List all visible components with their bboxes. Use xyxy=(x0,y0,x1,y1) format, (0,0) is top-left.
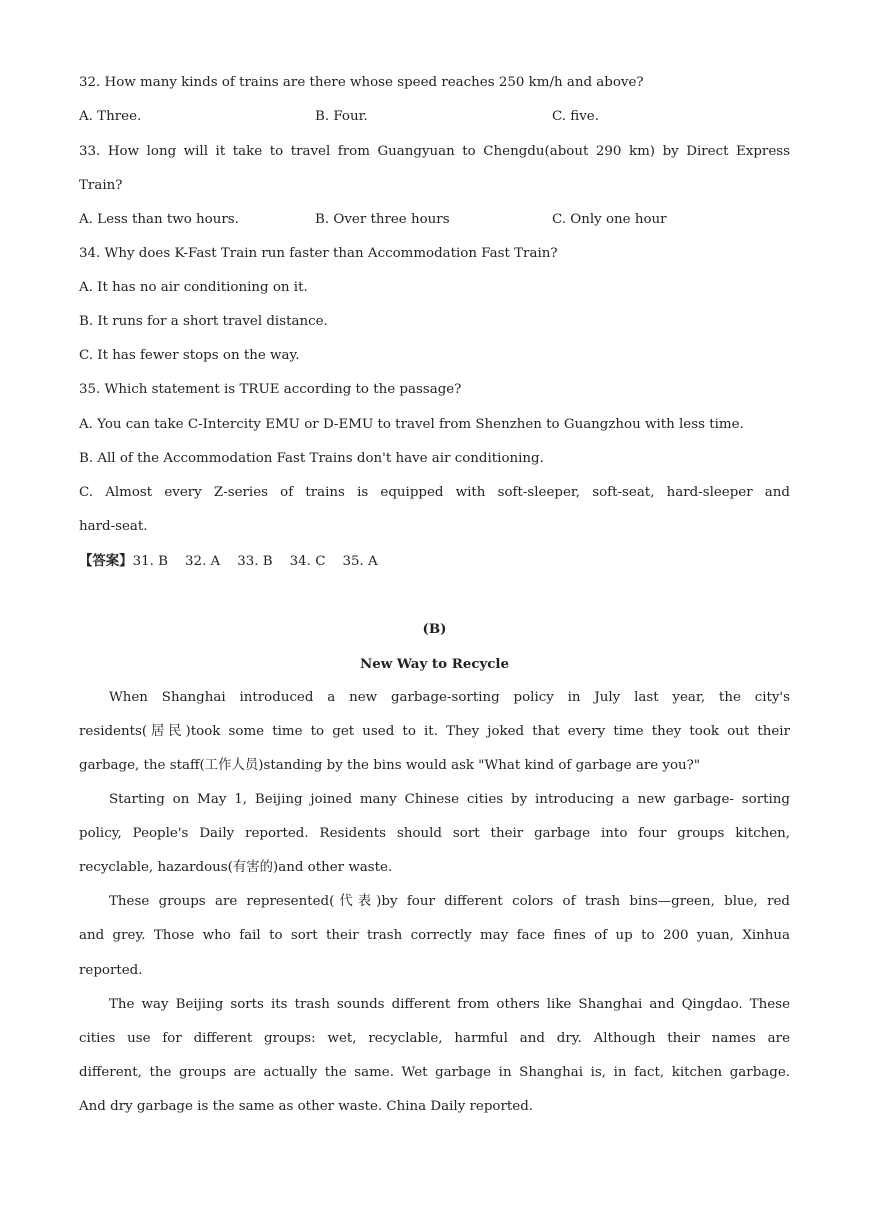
passage-line: policy, People's Daily reported. Residents should sort their garbage into four groups kitchen, xyxy=(79,826,790,841)
option-c: C. Only one hour xyxy=(552,212,667,227)
question-35-option-a: A. You can take C-Intercity EMU or D-EMU to travel from Shenzhen to Guangzhou with less time. xyxy=(79,417,744,432)
passage-title: New Way to Recycle xyxy=(359,656,510,672)
passage-line: residents(居民)took some time to get used to it. They joked that every time they took out their xyxy=(79,724,790,739)
question-33-stem: 33. How long will it take to travel from Guangyuan to Chengdu(about 290 km) by Direct Express xyxy=(79,144,790,159)
question-32-stem: 32. How many kinds of trains are there whose speed reaches 250 km/h and above? xyxy=(79,75,644,90)
question-33-options xyxy=(79,211,790,229)
answer-values: 31. B 32. A 33. B 34. C 35. A xyxy=(132,554,378,569)
question-34-option-a: A. It has no air conditioning on it. xyxy=(79,280,308,295)
passage-line: Starting on May 1, Beijing joined many Chinese cities by introducing a new garbage- sorting xyxy=(109,792,790,807)
passage-line: garbage, the staff(工作人员)standing by the bins would ask "What kind of garbage are you?" xyxy=(79,758,701,773)
question-34-option-b: B. It runs for a short travel distance. xyxy=(79,314,328,329)
passage-line: And dry garbage is the same as other waste. China Daily reported. xyxy=(79,1099,534,1114)
question-32-options xyxy=(79,108,790,126)
option-c: C. five. xyxy=(552,109,599,124)
option-b: B. Four. xyxy=(315,109,368,124)
option-b: B. Over three hours xyxy=(315,212,450,227)
question-34-stem: 34. Why does K-Fast Train run faster than Accommodation Fast Train? xyxy=(79,246,558,261)
answer-key xyxy=(79,552,790,571)
passage-line: and grey. Those who fail to sort their trash correctly may face fines of up to 200 yuan, Xinhua xyxy=(79,928,790,943)
question-35-option-c-continued: hard-seat. xyxy=(79,519,148,534)
passage-line: different, the groups are actually the same. Wet garbage in Shanghai is, in fact, kitchen garbage. xyxy=(79,1065,790,1080)
section-label: (B) xyxy=(422,621,447,637)
passage-line: These groups are represented(代表)by four different colors of trash bins—green, blue, red xyxy=(109,894,790,909)
passage-line: recyclable, hazardous(有害的)and other waste. xyxy=(79,860,393,875)
passage-line: cities use for different groups: wet, recyclable, harmful and dry. Although their names are xyxy=(79,1031,790,1046)
question-35-option-c: C. Almost every Z-series of trains is equipped with soft-sleeper, soft-seat, hard-sleeper and xyxy=(79,485,790,500)
question-33-stem-continued: Train? xyxy=(79,178,123,193)
passage-line: reported. xyxy=(79,963,143,978)
question-35-option-b: B. All of the Accommodation Fast Trains don't have air conditioning. xyxy=(79,451,544,466)
option-a: A. Less than two hours. xyxy=(79,212,239,227)
question-34-option-c: C. It has fewer stops on the way. xyxy=(79,348,300,363)
passage-line: The way Beijing sorts its trash sounds different from others like Shanghai and Qingdao. These xyxy=(109,997,790,1012)
answer-label: 【答案】 xyxy=(79,553,133,569)
passage-line: When Shanghai introduced a new garbage-sorting policy in July last year, the city's xyxy=(109,690,790,705)
option-a: A. Three. xyxy=(79,109,142,124)
question-35-stem: 35. Which statement is TRUE according to the passage? xyxy=(79,382,462,397)
